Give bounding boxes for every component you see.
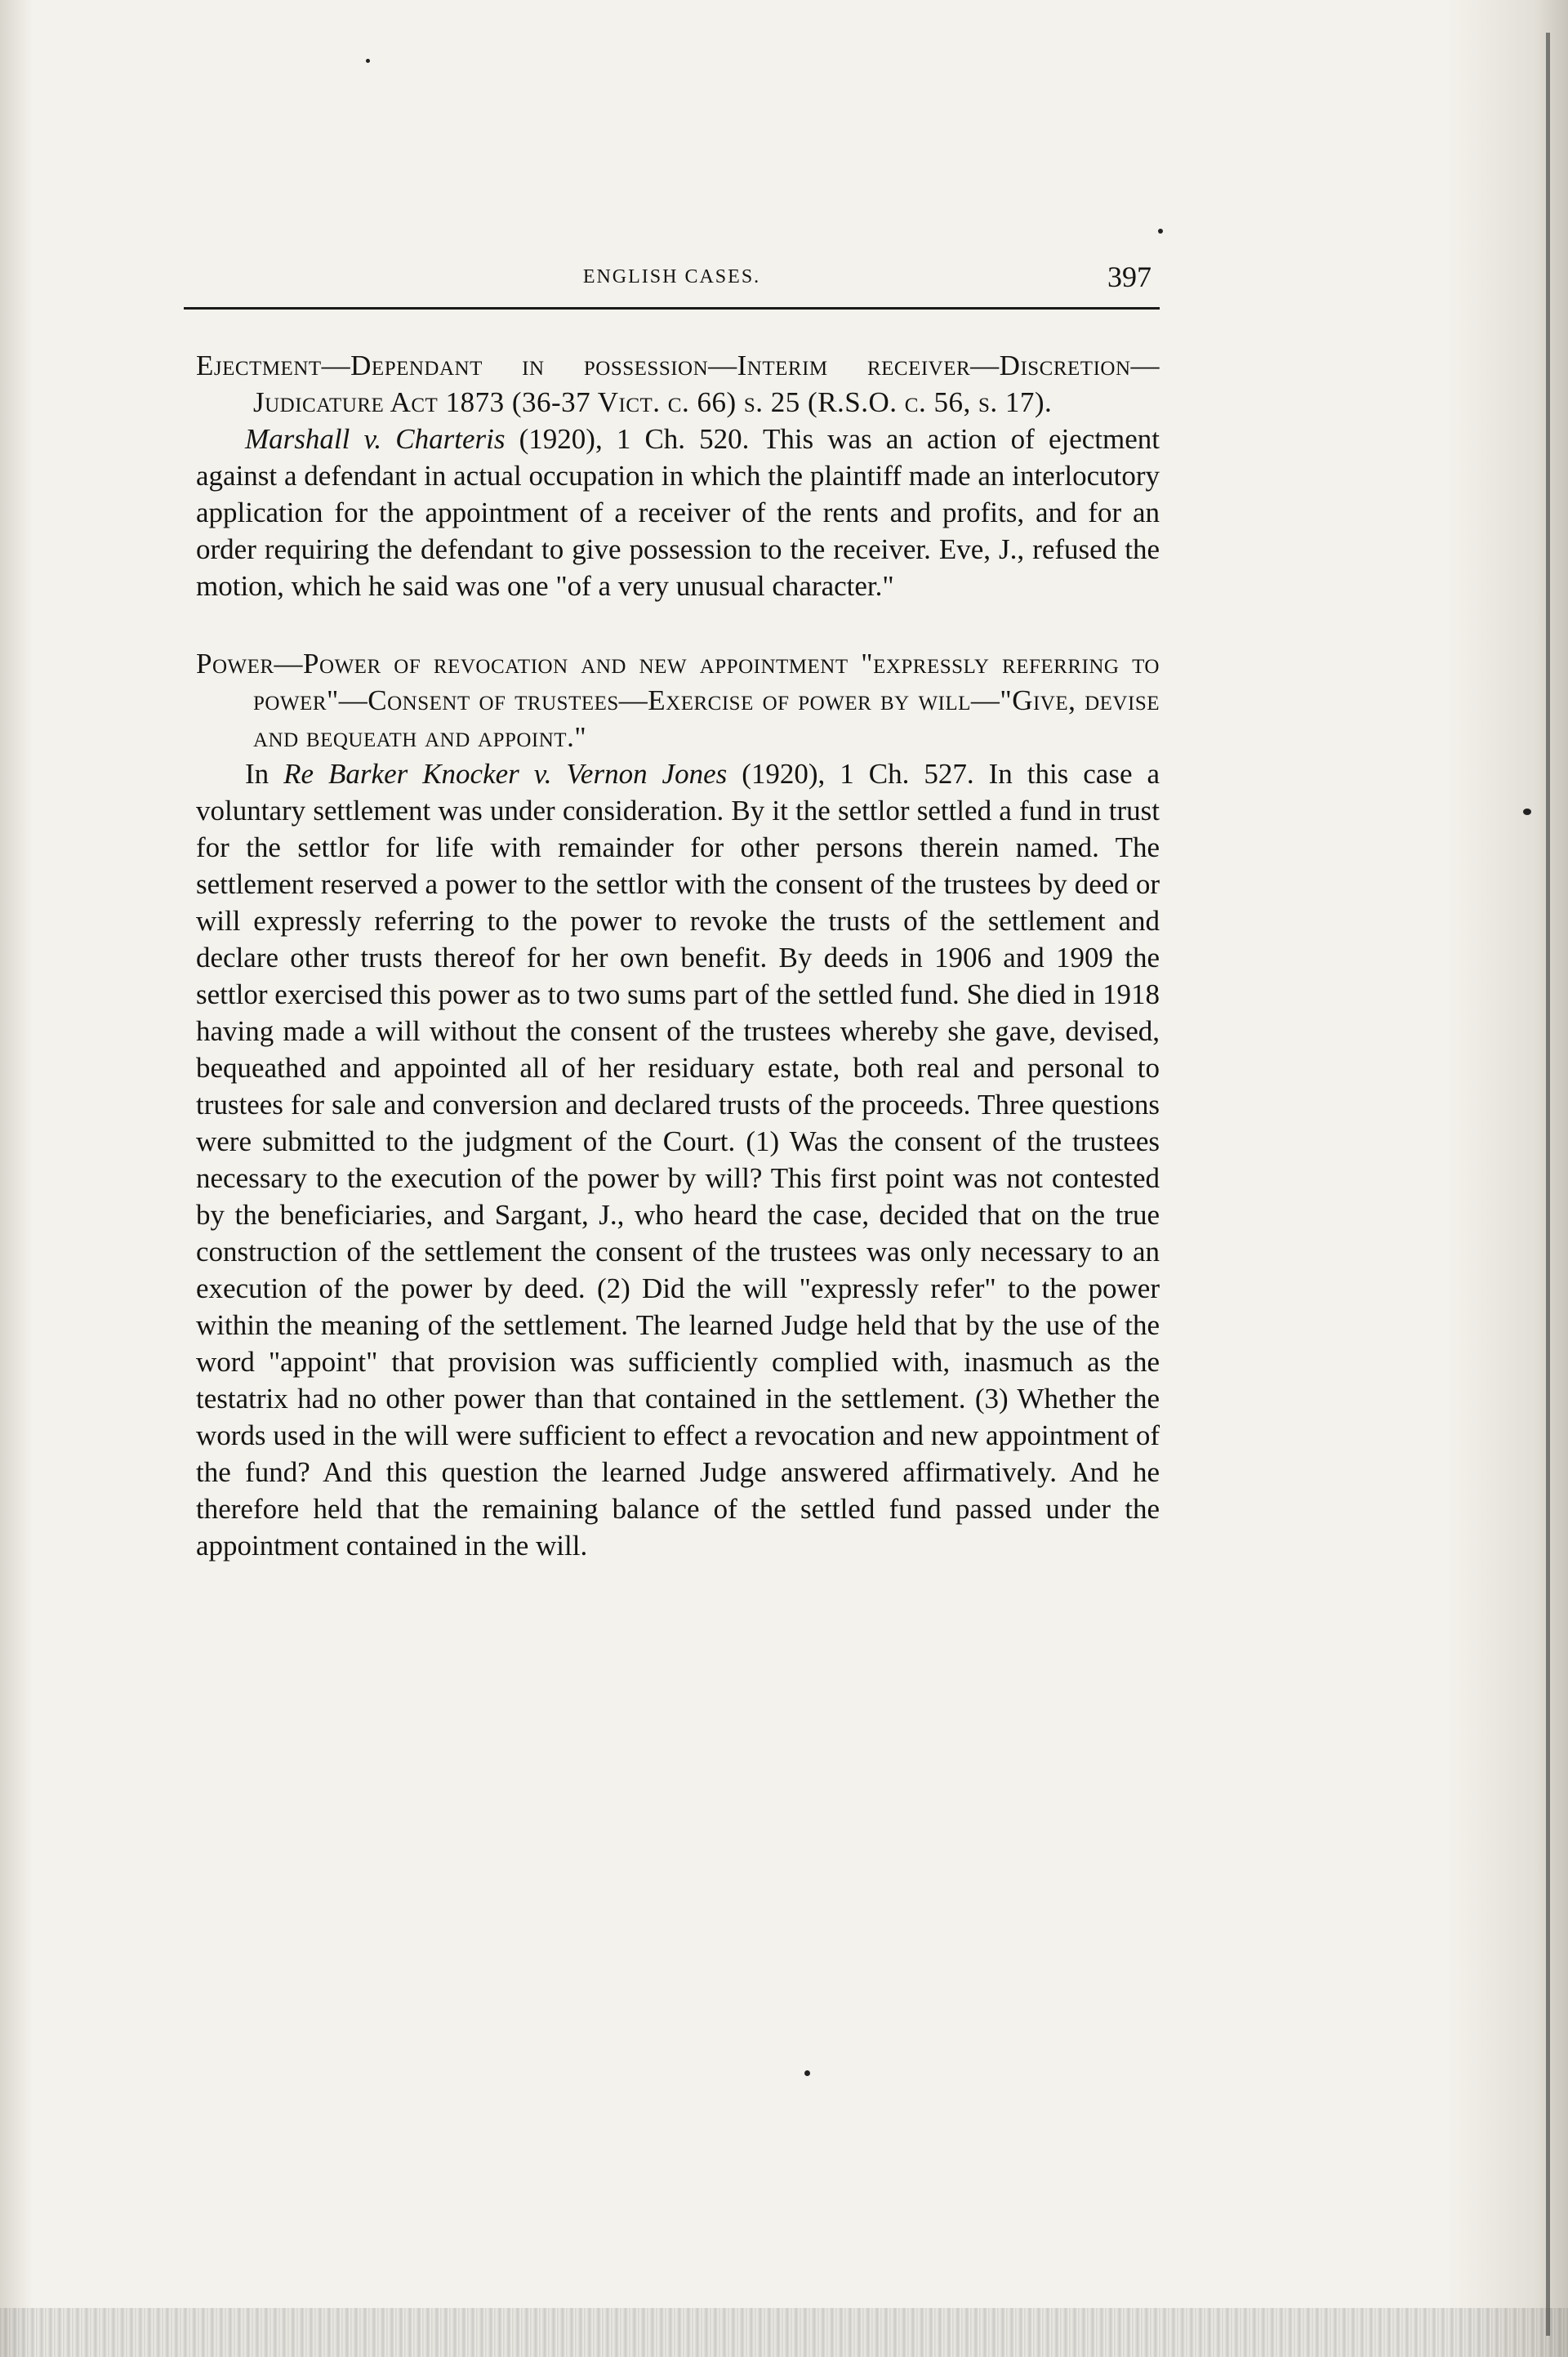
page-body [196, 347, 1160, 1564]
case-entry-ejectment [196, 347, 1160, 604]
case-paragraph [196, 421, 1160, 604]
scan-bottom-noise [0, 2308, 1568, 2357]
page-number: 397 [1107, 261, 1152, 293]
case-citation: (1920), 1 Ch. 520. [505, 423, 750, 455]
case-heading: Power—Power of revocation and new appointment "expressly referring to power"—Consent of trustees—Exercise of power by will—"Give, devise and bequeath and appoint." [196, 648, 1160, 753]
case-entry-power [196, 645, 1160, 1564]
header-rule [184, 307, 1160, 310]
scan-speck [1158, 229, 1163, 234]
case-paragraph [196, 755, 1160, 1564]
scan-speck [1523, 809, 1531, 815]
case-name: Marshall v. Charteris [245, 423, 506, 455]
case-heading: Ejectment—Dependant in possession—Interim receiver—Discretion—Judicature Act 1873 (36-37 Vict. c. 66) s. 25 (R.S.O. c. 56, s. 17). [196, 350, 1160, 418]
page-edge-line [1546, 33, 1550, 2336]
scan-speck [804, 2070, 810, 2076]
running-title: ENGLISH CASES. [582, 266, 761, 287]
case-name: Re Barker Knocker v. Vernon Jones [283, 758, 728, 790]
page-header [184, 260, 1160, 309]
case-text: In this case a voluntary settlement was under consideration. By it the settlor settled a fund in trust for the settlor for life with remainder for other persons therein named. The settlement reserved a power to the settlor with the consent of the trustees by deed or will expressly referring to the power to revoke the trusts of the settlement and declare other trusts thereof for her own benefit. By deeds in 1906 and 1909 the settlor exercised this power as to two sums part of the settled fund. She died in 1918 having made a will without the consent of the trustees whereby she gave, devised, bequeathed and appointed all of her residuary estate, both real and personal to trustees for sale and conversion and declared trusts of the proceeds. Three questions were submitted to the judgment of the Court. (1) Was the consent of the trustees necessary to the execution of the power by will? This first point was not contested by the beneficiaries, and Sargant, J., who heard the case, decided that on the true construction of the settlement the consent of the trustees was only necessary to an execution of the power by deed. (2) Did the will "expressly refer" to the power within the meaning of the settlement. The learned Judge held that by the use of the word "appoint" that provision was sufficiently complied with, inasmuch as the testatrix had no other power than that contained in the settlement. (3) Whether the words used in the will were sufficient to effect a revocation and new appointment of the fund? And this question the learned Judge answered affirmatively. And he therefore held that the remaining balance of the settled fund passed under the appointment contained in the will. [196, 758, 1160, 1562]
scan-edge-shadow-left [0, 0, 33, 2357]
case-text: This was an action of ejectment against a defendant in actual occupation in which the plaintiff made an interlocutory application for the appointment of a receiver of the rents and profits, and for an order requiring the defendant to give possession to the receiver. Eve, J., refused the motion, which he said was one "of a very unusual character." [196, 423, 1160, 602]
case-lead-in: In [245, 758, 284, 790]
case-citation: (1920), 1 Ch. 527. [727, 758, 974, 790]
scan-speck [366, 59, 370, 63]
